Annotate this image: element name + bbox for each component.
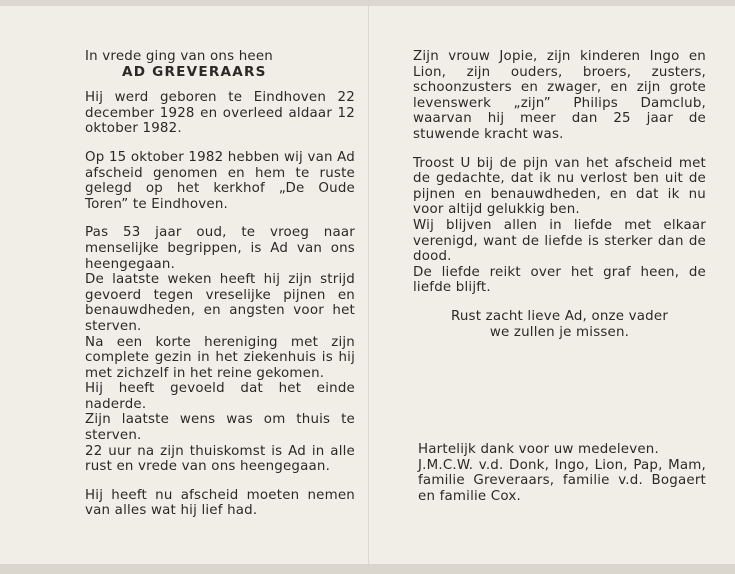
life-paragraph-5: Zijn laatste wens was om thuis te sterven. (85, 412, 355, 444)
farewell-paragraph: Op 15 oktober 1982 hebben wij van Ad afscheid genomen en hem te ruste gelegd op het kerkhof „De Oude Toren” te Eindhoven. (85, 149, 355, 212)
left-column (85, 49, 355, 519)
life-paragraph-6: 22 uur na zijn thuiskomst is Ad in alle rust en vrede van ons heengegaan. (85, 443, 355, 475)
card-fold-line (368, 0, 369, 574)
thanks-block (418, 442, 706, 504)
family-paragraph: Zijn vrouw Jopie, zijn kinderen Ingo en Lion, zijn ouders, broers, zusters, schoonzusters en zwager, en zijn grote levenswerk „zijn” Philips Damclub, waarvan hij meer dan 25 jaar de stuwende kracht was. (413, 49, 706, 142)
signatures-paragraph: J.M.C.W. v.d. Donk, Ingo, Lion, Pap, Mam, familie Greveraars, familie v.d. Bogaert en familie Cox. (418, 457, 706, 504)
intro-line: In vrede ging van ons heen (85, 49, 273, 64)
comfort-paragraph-3: De liefde reikt over het graf heen, de liefde blijft. (413, 264, 706, 296)
closing-paragraph: Hij heeft nu afscheid moeten nemen van alles wat hij lief had. (85, 487, 355, 519)
motto-line-2: we zullen je missen. (489, 324, 630, 340)
deceased-name: AD GREVERAARS (122, 63, 267, 80)
comfort-paragraph-2: Wij blijven allen in liefde met elkaar verenigd, want de liefde is sterker dan de dood. (413, 217, 706, 265)
motto-line-1: Rust zacht lieve Ad, onze vader (450, 308, 669, 324)
life-paragraph-2: De laatste weken heeft hij zijn strijd gevoerd tegen vreselijke pijnen en benauwdheden, en angsten voor het sterven. (85, 272, 355, 334)
life-paragraph-1: Pas 53 jaar oud, te vroeg naar menselijke begrippen, is Ad van ons heengegaan. (85, 225, 355, 272)
comfort-paragraph-1: Troost U bij de pijn van het afscheid met de gedachte, dat ik nu verlost ben uit de pijnen en benauwdheden, en dat ik nu voor altijd gelukkig ben. (413, 155, 706, 218)
life-paragraph-3: Na een korte hereniging met zijn complete gezin in het ziekenhuis is hij met zichzelf in het reine gekomen. (85, 334, 355, 381)
right-column (413, 49, 706, 340)
birth-paragraph: Hij werd geboren te Eindhoven 22 december 1928 en overleed aldaar 12 oktober 1982. (85, 90, 355, 137)
card-bottom-edge (0, 564, 735, 574)
life-paragraph-4: Hij heeft gevoeld dat het einde naderde. (85, 381, 355, 412)
thanks-line: Hartelijk dank voor uw medeleven. (418, 442, 659, 457)
